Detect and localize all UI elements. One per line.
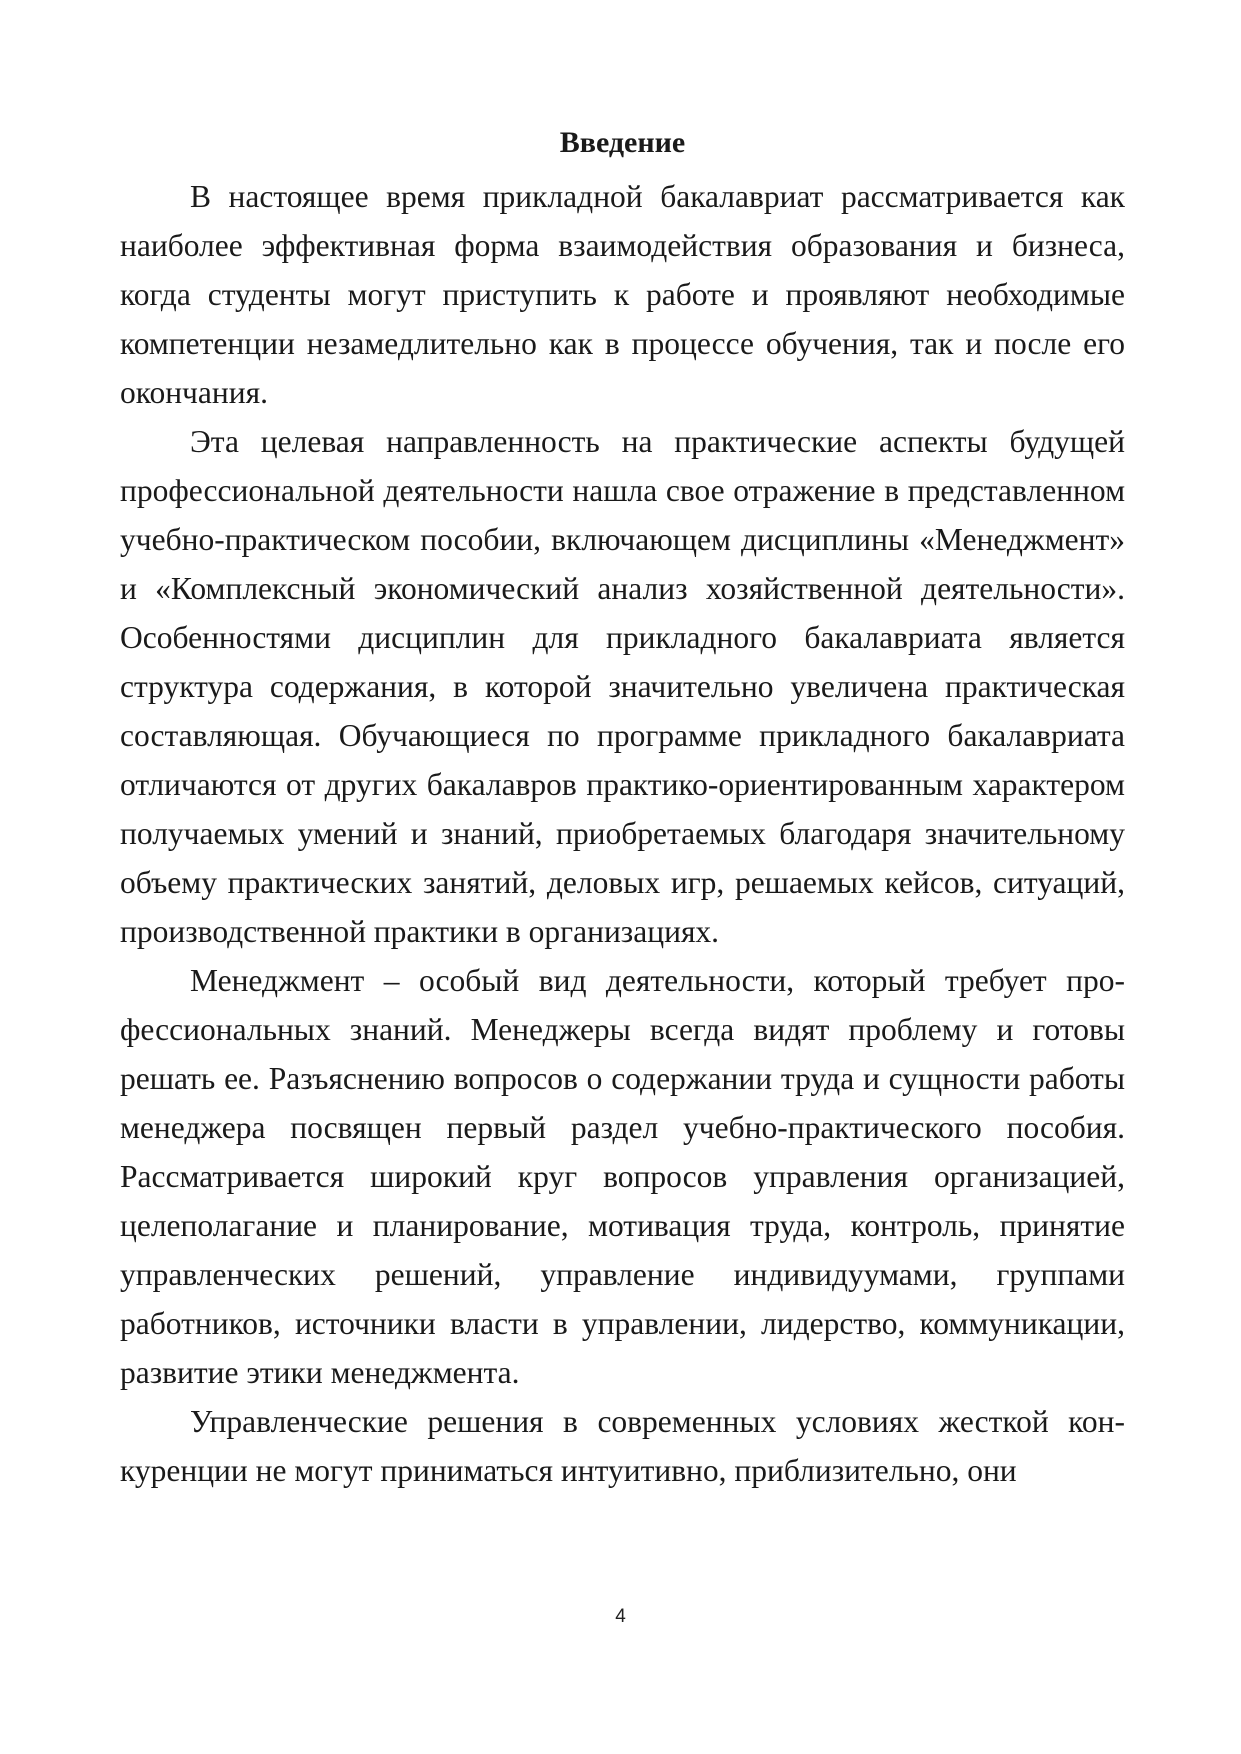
page-content [120, 118, 1125, 1495]
section-heading: Введение [559, 126, 686, 159]
paragraph-1: В настоящее время прикладной бакалавриат рассматривается как наиболее эффективная форма взаимодействия образования и бизнеса, когда студенты могут приступить к работе и проявляют необходимые компетенции незамедлительно как в процессе обучения, так и после его окончания. [120, 179, 1125, 410]
paragraph-4: Управленческие решения в современных условиях жесткой конкуренции не могут приниматься интуитивно, приблизительно, они [120, 1404, 1125, 1488]
paragraph-2: Эта целевая направленность на практические аспекты будущей профессиональной деятельности нашла свое отражение в представленном учебно-практическом пособии, включающем дисциплины «Менеджмент» и «Комплексный экономический анализ хозяйственной деятельности». Особенностями дисциплин для прикладного бакалавриата является структура содержания, в которой значительно увеличена практическая составляющая. Обучающиеся по программе прикладного бакалавриата отличаются от других бакалавров практико-ориентированным характером получаемых умений и знаний, приобретаемых благодаря значительному объему практических занятий, деловых игр, решаемых кейсов, ситуаций, производственной практики в организациях. [120, 424, 1125, 949]
page-number: 4 [615, 1606, 626, 1627]
paragraph-3: Менеджмент – особый вид деятельности, который требует профессиональных знаний. Менеджеры всегда видят проблему и готовы решать ее. Разъяснению вопросов о содержании труда и сущности работы менеджера посвящен первый раздел учебно-практического пособия. Рассматривается широкий круг вопросов управления организацией, целеполагание и планирование, мотивация труда, контроль, принятие управленческих решений, управление индивидуумами, группами работников, источники власти в управлении, лидерство, коммуникации, развитие этики менеджмента. [120, 963, 1125, 1390]
